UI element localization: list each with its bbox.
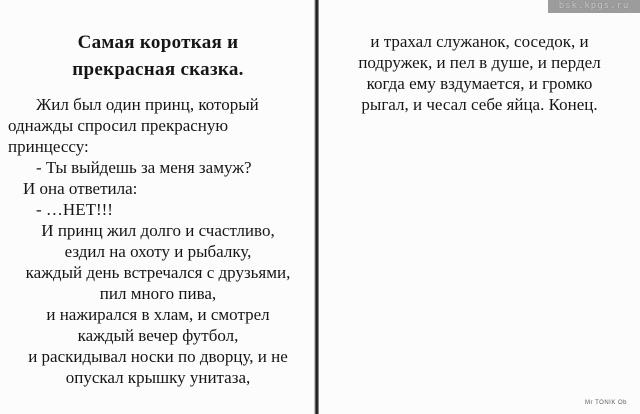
story-line: пил много пива, (99, 284, 217, 303)
left-column (0, 0, 314, 388)
story-line: когда ему вздумается, и громко (366, 74, 593, 93)
story-line: каждый день встречался с друзьями, (25, 263, 291, 282)
story-title-line-1: Самая короткая и (77, 32, 239, 53)
story-title (8, 29, 308, 83)
story-line: подружек, и пел в душе, и пердел (358, 53, 601, 72)
story-line: рыгал, и чесал себе яйца. Конец. (361, 95, 598, 114)
story-line: - Ты выйдешь за меня замуж? (36, 158, 252, 177)
story-line: и нажирался в хлам, и смотрел (46, 305, 270, 324)
story-line: И она ответила: (23, 179, 138, 198)
story-line: и раскидывал носки по дворцу, и не (28, 347, 288, 366)
story-line: ездил на охоту и рыбалку, (64, 242, 252, 261)
story-line: и трахал служанок, соседок, и (370, 32, 589, 51)
story-body (8, 94, 308, 388)
author-credit-label: Mr TONIK Ob (585, 400, 627, 406)
story-line: - …НЕТ!!! (36, 200, 113, 219)
story-line: Жил был один принц, который (36, 95, 259, 114)
story-line: опускал крышку унитаза, (65, 368, 251, 387)
story-line: принцессу: (8, 137, 89, 156)
right-column (319, 0, 640, 115)
watermark-site-label: bsk.kpgs.ru (548, 0, 640, 13)
story-line: однажды спросил прекрасную (8, 116, 229, 135)
story-line: И принц жил долго и счастливо, (41, 221, 275, 240)
story-title-line-2: прекрасная сказка. (72, 59, 244, 80)
story-line: каждый вечер футбол, (77, 326, 239, 345)
